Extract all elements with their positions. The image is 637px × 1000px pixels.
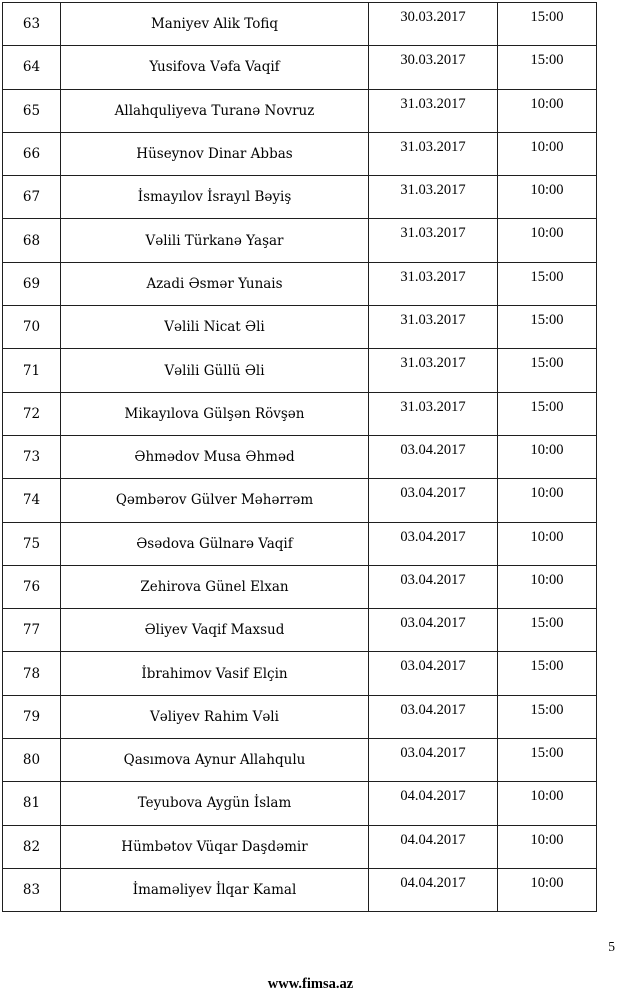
table-row: [3, 262, 597, 305]
name-cell: Əsədova Gülnarə Vaqif: [61, 522, 369, 565]
date-cell: 30.03.2017: [369, 3, 498, 46]
time-cell: 10:00: [498, 132, 597, 175]
time-cell: 10:00: [498, 176, 597, 219]
row-number-cell: 73: [3, 435, 61, 478]
time-cell: 10:00: [498, 782, 597, 825]
date-cell: 03.04.2017: [369, 609, 498, 652]
table-row: [3, 392, 597, 435]
table-row: [3, 89, 597, 132]
row-number-cell: 83: [3, 868, 61, 911]
row-number-cell: 80: [3, 739, 61, 782]
date-cell: 03.04.2017: [369, 695, 498, 738]
date-cell: 31.03.2017: [369, 176, 498, 219]
row-number-cell: 68: [3, 219, 61, 262]
name-cell: Əliyev Vaqif Maxsud: [61, 609, 369, 652]
table-row: [3, 435, 597, 478]
time-cell: 15:00: [498, 392, 597, 435]
table-row: [3, 479, 597, 522]
row-number-cell: 69: [3, 262, 61, 305]
name-cell: Mikayılova Gülşən Rövşən: [61, 392, 369, 435]
date-cell: 31.03.2017: [369, 89, 498, 132]
date-cell: 03.04.2017: [369, 652, 498, 695]
name-cell: Qasımova Aynur Allahqulu: [61, 739, 369, 782]
row-number-cell: 82: [3, 825, 61, 868]
date-cell: 30.03.2017: [369, 46, 498, 89]
row-number-cell: 81: [3, 782, 61, 825]
date-cell: 03.04.2017: [369, 435, 498, 478]
time-cell: 15:00: [498, 349, 597, 392]
table-row: [3, 609, 597, 652]
table-row: [3, 349, 597, 392]
table-row: [3, 46, 597, 89]
table-row: [3, 652, 597, 695]
time-cell: 10:00: [498, 868, 597, 911]
row-number-cell: 67: [3, 176, 61, 219]
row-number-cell: 79: [3, 695, 61, 738]
row-number-cell: 76: [3, 565, 61, 608]
date-cell: 03.04.2017: [369, 479, 498, 522]
name-cell: Hüseynov Dinar Abbas: [61, 132, 369, 175]
date-cell: 04.04.2017: [369, 868, 498, 911]
footer-website-text: www.fimsa.az: [267, 976, 354, 992]
table-row: [3, 176, 597, 219]
table-row: [3, 306, 597, 349]
row-number-cell: 74: [3, 479, 61, 522]
row-number-cell: 77: [3, 609, 61, 652]
schedule-table-body: [3, 3, 597, 912]
name-cell: Teyubova Aygün İslam: [61, 782, 369, 825]
time-cell: 10:00: [498, 435, 597, 478]
date-cell: 03.04.2017: [369, 522, 498, 565]
table-row: [3, 782, 597, 825]
name-cell: Zehirova Günel Elxan: [61, 565, 369, 608]
name-cell: Vəlili Türkanə Yaşar: [61, 219, 369, 262]
row-number-cell: 75: [3, 522, 61, 565]
name-cell: Allahquliyeva Turanə Novruz: [61, 89, 369, 132]
date-cell: 04.04.2017: [369, 825, 498, 868]
time-cell: 15:00: [498, 739, 597, 782]
time-cell: 15:00: [498, 609, 597, 652]
row-number-cell: 64: [3, 46, 61, 89]
name-cell: İmaməliyev İlqar Kamal: [61, 868, 369, 911]
name-cell: Əhmədov Musa Əhməd: [61, 435, 369, 478]
time-cell: 10:00: [498, 219, 597, 262]
schedule-table: [2, 2, 597, 912]
time-cell: 10:00: [498, 522, 597, 565]
table-row: [3, 739, 597, 782]
time-cell: 15:00: [498, 652, 597, 695]
name-cell: Yusifova Vəfa Vaqif: [61, 46, 369, 89]
table-row: [3, 219, 597, 262]
date-cell: 31.03.2017: [369, 262, 498, 305]
row-number-cell: 71: [3, 349, 61, 392]
table-row: [3, 695, 597, 738]
name-cell: İsmayılov İsrayıl Bəyiş: [61, 176, 369, 219]
name-cell: İbrahimov Vasif Elçin: [61, 652, 369, 695]
row-number-cell: 72: [3, 392, 61, 435]
row-number-cell: 66: [3, 132, 61, 175]
name-cell: Maniyev Alik Tofiq: [61, 3, 369, 46]
name-cell: Qəmbərov Gülver Məhərrəm: [61, 479, 369, 522]
table-row: [3, 3, 597, 46]
name-cell: Azadi Əsmər Yunais: [61, 262, 369, 305]
time-cell: 10:00: [498, 825, 597, 868]
name-cell: Hümbətov Vüqar Daşdəmir: [61, 825, 369, 868]
time-cell: 15:00: [498, 695, 597, 738]
date-cell: 31.03.2017: [369, 306, 498, 349]
row-number-cell: 63: [3, 3, 61, 46]
time-cell: 10:00: [498, 479, 597, 522]
page-number: 5: [608, 939, 615, 954]
row-number-cell: 65: [3, 89, 61, 132]
date-cell: 31.03.2017: [369, 219, 498, 262]
name-cell: Vəlili Nicat Əli: [61, 306, 369, 349]
name-cell: Vəliyev Rahim Vəli: [61, 695, 369, 738]
name-cell: Vəlili Güllü Əli: [61, 349, 369, 392]
date-cell: 31.03.2017: [369, 132, 498, 175]
row-number-cell: 70: [3, 306, 61, 349]
time-cell: 15:00: [498, 262, 597, 305]
table-row: [3, 825, 597, 868]
date-cell: 03.04.2017: [369, 565, 498, 608]
table-row: [3, 868, 597, 911]
time-cell: 10:00: [498, 565, 597, 608]
table-row: [3, 522, 597, 565]
date-cell: 03.04.2017: [369, 739, 498, 782]
time-cell: 10:00: [498, 89, 597, 132]
row-number-cell: 78: [3, 652, 61, 695]
table-row: [3, 565, 597, 608]
time-cell: 15:00: [498, 46, 597, 89]
table-row: [3, 132, 597, 175]
date-cell: 04.04.2017: [369, 782, 498, 825]
date-cell: 31.03.2017: [369, 349, 498, 392]
time-cell: 15:00: [498, 306, 597, 349]
time-cell: 15:00: [498, 3, 597, 46]
date-cell: 31.03.2017: [369, 392, 498, 435]
